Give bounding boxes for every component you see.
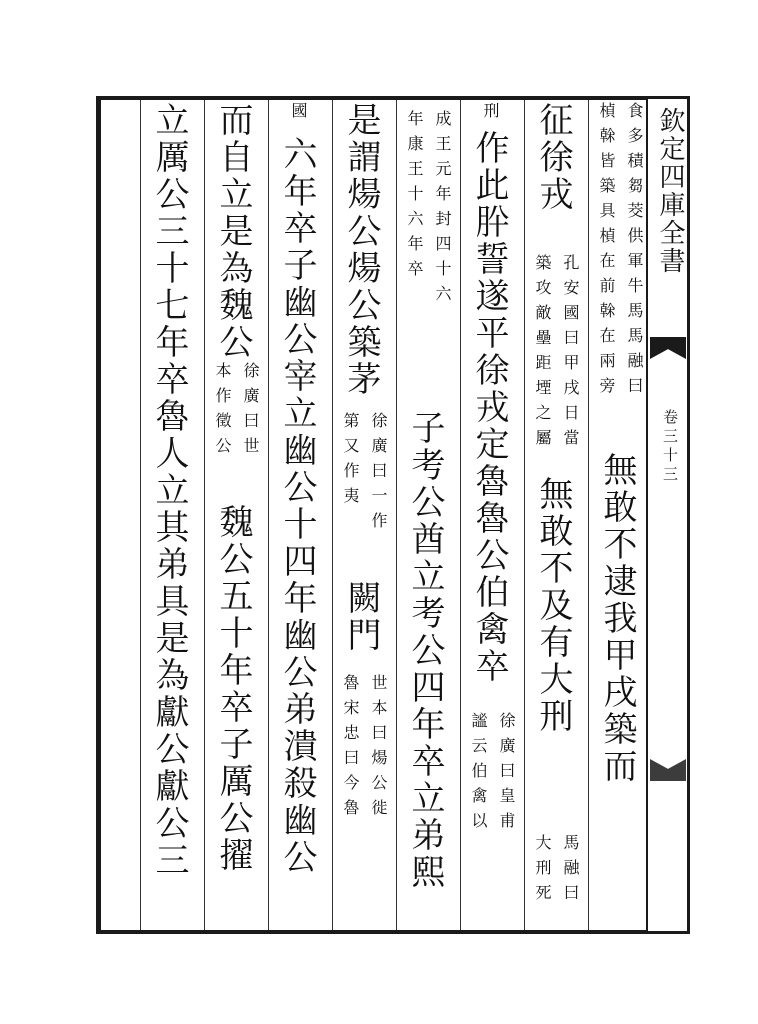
text-column xyxy=(588,100,642,930)
main-text: 闕門 xyxy=(341,580,381,654)
annotation-text: 徐廣曰世 xyxy=(241,362,260,462)
annotation-text: 馬融曰 xyxy=(561,834,580,909)
annotation-text: 成王元年封四十六 xyxy=(433,110,452,310)
main-text: 魏公五十年卒子厲公擢 xyxy=(213,504,253,874)
main-text: 是謂煬公煬公築茅 xyxy=(341,102,381,398)
column-rule xyxy=(524,100,525,930)
fish-tail-mark-lower xyxy=(650,759,686,781)
annotation-text: 徐廣曰一作 xyxy=(369,412,388,537)
annotation-text: 魯宋忠曰今魯 xyxy=(341,674,360,824)
annotation-text: 年康王十六年卒 xyxy=(405,110,424,285)
text-column xyxy=(396,100,450,930)
text-columns xyxy=(100,100,644,930)
annotation-text: 孔安國曰甲戌日當 xyxy=(561,254,580,454)
annotation-text: 世本曰煬公徙 xyxy=(369,674,388,824)
annotation-pair xyxy=(530,834,582,909)
annotation-pair xyxy=(594,102,646,402)
fish-tail-mark xyxy=(650,337,686,359)
text-column xyxy=(204,100,258,930)
main-text: 而自立是為魏公 xyxy=(213,102,253,361)
annotation-pair xyxy=(338,674,390,824)
text-column xyxy=(524,100,578,930)
annotation-text: 國 xyxy=(289,102,308,127)
main-text: 無敢不及有大刑 xyxy=(533,476,573,735)
annotation-pair xyxy=(210,362,262,462)
main-text: 征徐戎 xyxy=(533,102,573,213)
column-rule xyxy=(204,100,205,930)
annotation-text: 第又作夷 xyxy=(341,412,360,512)
annotation-text: 楨榦皆築具楨在前榦在兩旁 xyxy=(597,102,616,402)
text-column xyxy=(332,100,386,930)
annotation-text: 本作徵公 xyxy=(213,362,232,462)
column-rule xyxy=(332,100,333,930)
annotation-text: 食多積芻茭供軍牛馬馬融曰 xyxy=(625,102,644,402)
column-rule xyxy=(396,100,397,930)
main-text: 子考公酋立考公四年卒立弟熙 xyxy=(405,410,445,891)
column-rule xyxy=(588,100,589,930)
annotation-pair xyxy=(402,110,454,310)
annotation-text: 築攻敵壘距堙之屬 xyxy=(533,254,552,454)
text-column xyxy=(460,100,514,930)
annotation-text: 刑 xyxy=(481,102,500,127)
main-text: 作此肸誓遂平徐戎定魯魯公伯禽卒 xyxy=(469,130,509,685)
annotation-pair xyxy=(466,712,518,837)
page-margin-strip xyxy=(646,96,690,934)
main-text: 立厲公三十七年卒魯人立其弟具是為獻公獻公三 xyxy=(149,102,189,879)
main-text: 無敢不逮我甲戌築而 xyxy=(597,452,637,785)
annotation-text: 謐云伯禽以 xyxy=(469,712,488,837)
column-rule xyxy=(460,100,461,930)
column-rule xyxy=(140,100,141,930)
text-column xyxy=(268,100,322,930)
annotation-text: 徐廣曰皇甫 xyxy=(497,712,516,837)
annotation-text: 大刑死 xyxy=(533,834,552,909)
volume-label: 卷三十三 xyxy=(661,409,679,485)
annotation-pair xyxy=(530,254,582,454)
column-rule xyxy=(268,100,269,930)
book-title: 欽定四庫全書 xyxy=(655,107,685,275)
text-column xyxy=(140,100,194,930)
main-text: 六年卒子幽公宰立幽公十四年幽公弟潰殺幽公 xyxy=(277,136,317,876)
annotation-pair xyxy=(338,412,390,537)
